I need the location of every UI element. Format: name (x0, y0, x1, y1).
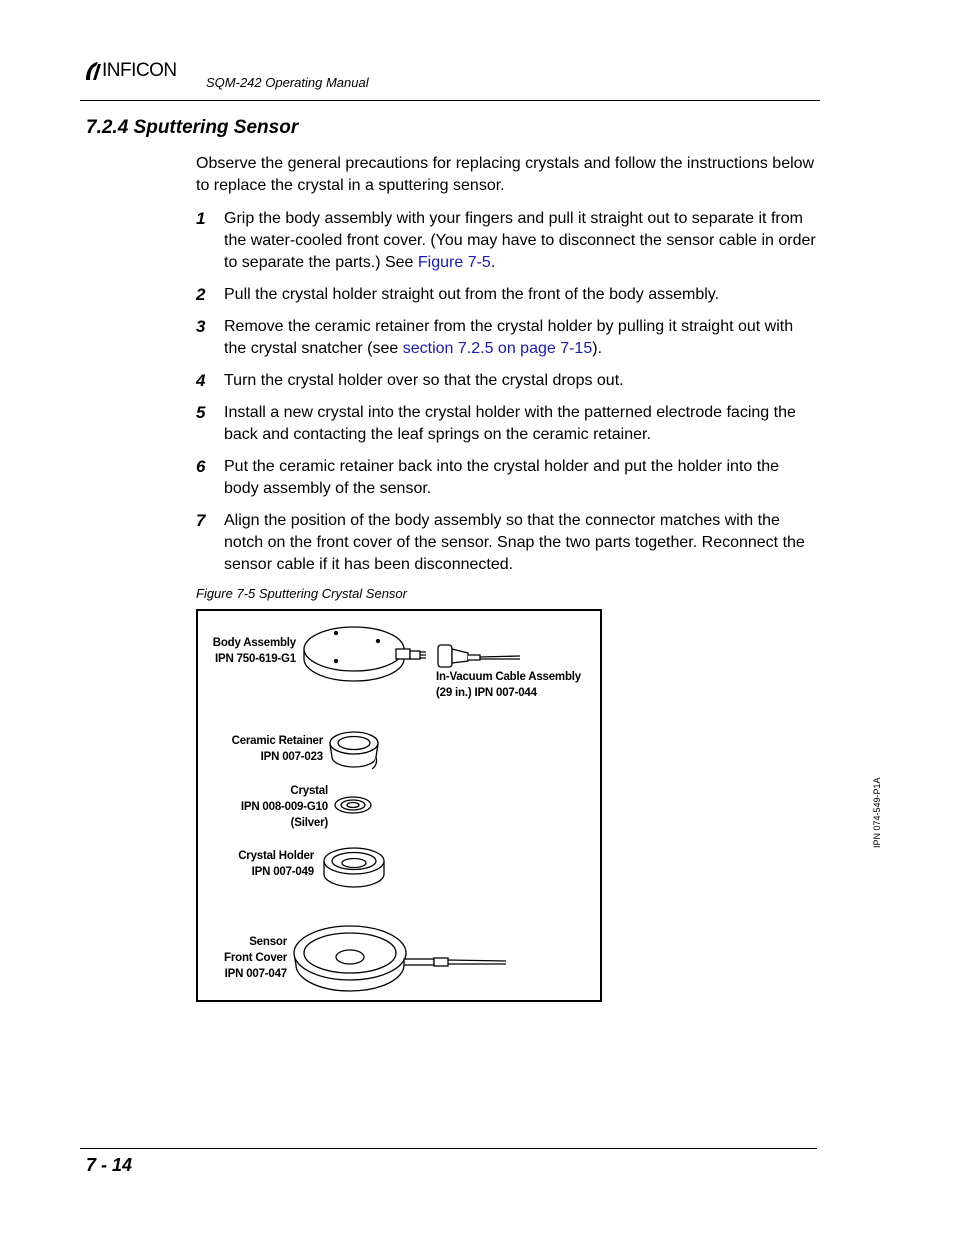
front-cover-label: Sensor Front Cover IPN 007-047 (224, 936, 287, 980)
step-number: 6 (196, 457, 206, 476)
ceramic-retainer-label: Ceramic Retainer IPN 007-023 (231, 735, 323, 763)
side-ipn-code: IPN 074-549-P1A (872, 777, 882, 848)
step-text-end: ). (592, 340, 603, 357)
intro-paragraph: Observe the general precautions for replacing crystals and follow the instructions below to replace the crystal in a sputtering sensor. (196, 155, 815, 194)
step-7 (196, 510, 816, 576)
step-2 (196, 284, 816, 306)
manual-title: SQM-242 Operating Manual (206, 75, 369, 90)
cable-assembly-icon (438, 645, 520, 667)
figure-caption: Figure 7-5 Sputtering Crystal Sensor (196, 586, 407, 601)
step-number: 1 (196, 209, 206, 228)
step-text: Grip the body assembly with your fingers and pull it straight out to separate it from the water-cooled front cover. (You may have to disconnect the sensor cable in order to separate the parts.) See (224, 210, 816, 271)
step-5 (196, 402, 816, 446)
step-6 (196, 456, 816, 500)
step-list (196, 208, 816, 586)
step-text: Align the position of the body assembly so that the connector matches with the notch on the front cover of the sensor. Snap the two parts together. Reconnect the sensor cable if it has been disconnected. (224, 512, 805, 573)
cable-assembly-label: In-Vacuum Cable Assembly (29 in.) IPN 007-044 (436, 671, 581, 699)
step-number: 3 (196, 317, 206, 336)
page-header (80, 56, 820, 101)
crystal-holder-icon (324, 848, 384, 887)
step-text: Pull the crystal holder straight out from the front of the body assembly. (224, 286, 720, 303)
step-4 (196, 370, 816, 392)
step-text: Turn the crystal holder over so that the crystal drops out. (224, 372, 624, 389)
body-assembly-label: Body Assembly IPN 750-619-G1 (212, 637, 296, 665)
brand-logo-text: INFICON (102, 60, 177, 81)
step-number: 4 (196, 371, 206, 390)
step-1 (196, 208, 816, 274)
figure-7-5-link[interactable]: Figure 7-5 (417, 254, 491, 271)
footer-rule (80, 1148, 817, 1149)
body-assembly-icon (304, 627, 426, 681)
page-number: 7 - 14 (86, 1155, 133, 1175)
crystal-label: Crystal IPN 008-009-G10 (Silver) (240, 785, 328, 829)
step-text: Put the ceramic retainer back into the crystal holder and put the holder into the body assembly of the sensor. (224, 458, 779, 497)
step-number: 7 (196, 511, 206, 530)
crystal-icon (335, 797, 371, 813)
step-number: 5 (196, 403, 206, 422)
front-cover-icon (294, 926, 506, 991)
crystal-holder-label: Crystal Holder IPN 007-049 (238, 850, 314, 878)
sensor-exploded-figure (196, 609, 602, 1002)
step-3 (196, 316, 816, 360)
step-text: Remove the ceramic retainer from the crystal holder by pulling it straight out with the crystal snatcher (see (224, 318, 794, 357)
ceramic-retainer-icon (330, 732, 378, 769)
step-number: 2 (196, 285, 206, 304)
step-text: Install a new crystal into the crystal holder with the patterned electrode facing the back and contacting the leaf springs on the ceramic retainer. (224, 404, 796, 443)
section-title: 7.2.4 Sputtering Sensor (86, 117, 299, 138)
section-7-2-5-link[interactable]: section 7.2.5 on page 7-15 (402, 340, 593, 357)
step-text-end: . (490, 254, 496, 271)
